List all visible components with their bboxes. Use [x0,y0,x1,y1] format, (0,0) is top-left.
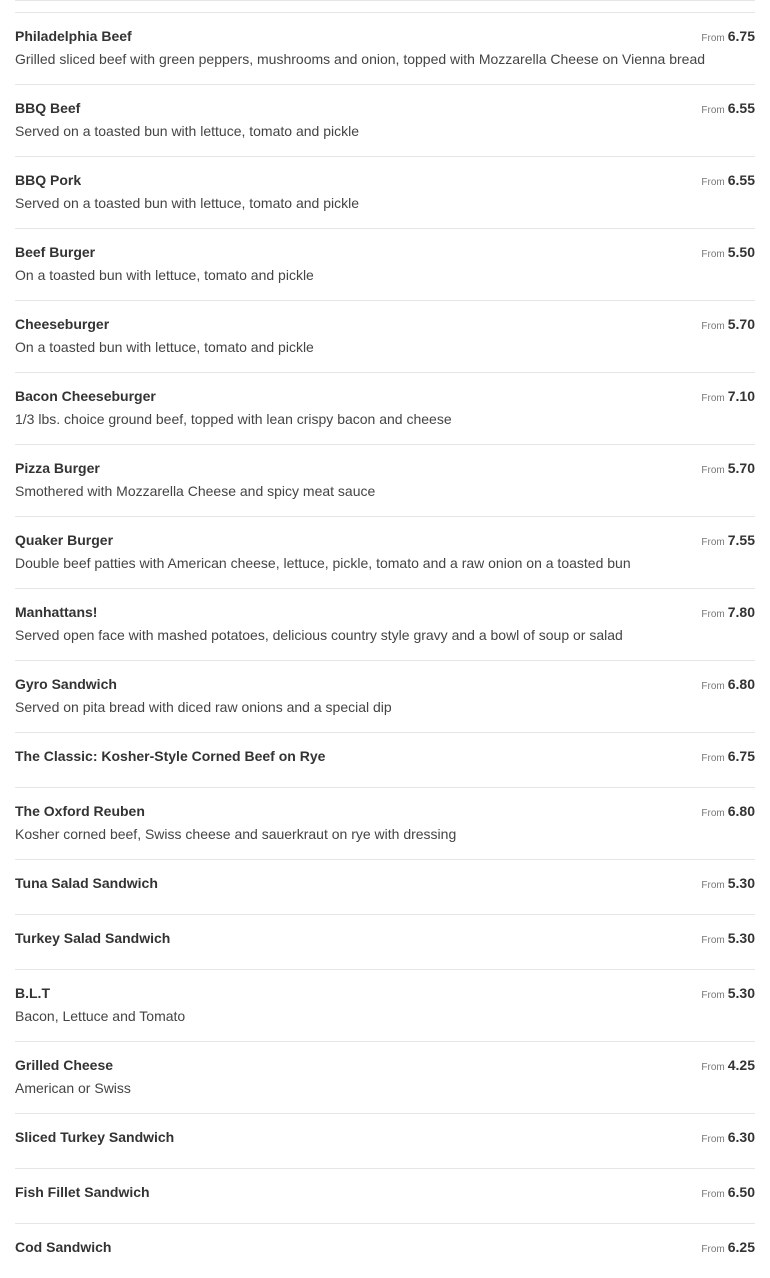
menu-item-price-group [701,675,755,696]
menu-item-price-group [701,1056,755,1077]
menu-item[interactable] [15,372,755,444]
menu-item-price-group [701,27,755,48]
menu-item-from-label: From [701,753,725,764]
menu-item-from-label: From [701,105,725,116]
menu-item-description: Kosher corned beef, Swiss cheese and sauerkraut on rye with dressing [15,826,457,842]
menu-item[interactable] [15,12,755,84]
menu-item-from-label: From [701,609,725,620]
menu-item-price-group [701,1128,755,1149]
menu-item-name: Grilled Cheese [15,1057,114,1073]
menu-item[interactable] [15,732,755,787]
menu-item-from-label: From [701,990,725,1001]
menu-item-description: Smothered with Mozzarella Cheese and spicy meat sauce [15,483,376,499]
menu-item-header [15,315,755,333]
menu-item-header [15,1238,755,1256]
menu-item-price-group [701,874,755,895]
menu-item-price: 4.25 [727,1057,755,1073]
menu-item[interactable] [15,156,755,228]
menu-item-price-group [701,984,755,1005]
menu-item-price-group [701,802,755,823]
menu-item[interactable] [15,588,755,660]
menu-item-from-label: From [701,1062,725,1073]
menu-item-header [15,802,755,820]
menu-item-header [15,675,755,693]
menu-item-description: Grilled sliced beef with green peppers, mushrooms and onion, topped with Mozzarella Cheese on Vienna bread [15,51,706,67]
menu-item-price: 7.55 [727,532,755,548]
menu-item-from-label: From [701,33,725,44]
menu-item-price-group [701,387,755,408]
menu-item-price: 7.80 [727,604,755,620]
menu-item-from-label: From [701,321,725,332]
menu-item-header [15,459,755,477]
menu-item-name: Bacon Cheeseburger [15,388,156,404]
menu-item-price: 7.10 [727,388,755,404]
menu-item-description: 1/3 lbs. choice ground beef, topped with lean crispy bacon and cheese [15,411,452,427]
menu-item[interactable] [15,969,755,1041]
menu-item-description: Served open face with mashed potatoes, delicious country style gravy and a bowl of soup or salad [15,627,623,643]
menu-item-header [15,984,755,1002]
menu-item[interactable] [15,1113,755,1168]
menu-item-description: Served on a toasted bun with lettuce, tomato and pickle [15,123,359,139]
menu-item-price: 6.30 [727,1129,755,1145]
menu-item-from-label: From [701,1134,725,1145]
divider [15,0,755,12]
menu-item[interactable] [15,1168,755,1223]
menu-item-price-group [701,603,755,624]
menu-item-header [15,929,755,947]
menu-item[interactable] [15,300,755,372]
menu-item-header [15,747,755,765]
menu-item-name: Cheeseburger [15,316,110,332]
menu-item-price: 5.30 [727,930,755,946]
menu-item-name: Beef Burger [15,244,96,260]
menu-item-from-label: From [701,465,725,476]
menu-item-from-label: From [701,177,725,188]
menu-item-price-group [701,315,755,336]
menu-item-name: Turkey Salad Sandwich [15,930,171,946]
menu-item-header [15,1128,755,1146]
menu-item-name: Cod Sandwich [15,1239,112,1255]
menu-item-header [15,99,755,117]
menu-item-from-label: From [701,808,725,819]
menu-item-name: The Oxford Reuben [15,803,145,819]
menu-item-price-group [701,99,755,120]
menu-item-price-group [701,459,755,480]
menu-item-price: 6.80 [727,676,755,692]
menu-item-from-label: From [701,393,725,404]
menu-item-price: 6.55 [727,100,755,116]
menu-item-price: 5.70 [727,460,755,476]
menu-item[interactable] [15,84,755,156]
menu-item-price: 6.80 [727,803,755,819]
menu-item-price-group [701,531,755,552]
menu-item-from-label: From [701,249,725,260]
menu-item-price: 6.50 [727,1184,755,1200]
menu-item-name: Philadelphia Beef [15,28,132,44]
menu-item-header [15,531,755,549]
menu-item-price-group [701,1183,755,1204]
menu-item-description: Bacon, Lettuce and Tomato [15,1008,186,1024]
menu-item-price: 6.75 [727,748,755,764]
menu-item[interactable] [15,228,755,300]
menu-item[interactable] [15,444,755,516]
menu-item-header [15,243,755,261]
menu-item-price-group [701,929,755,950]
menu-item-header [15,874,755,892]
menu-item-price: 6.75 [727,28,755,44]
menu-item-name: Sliced Turkey Sandwich [15,1129,175,1145]
menu-item-price: 6.25 [727,1239,755,1255]
menu-item-price: 5.50 [727,244,755,260]
menu-item-name: BBQ Beef [15,100,81,116]
menu-item-from-label: From [701,1189,725,1200]
menu-item-header [15,603,755,621]
menu-item-description: Served on pita bread with diced raw onions and a special dip [15,699,392,715]
menu-item-price: 6.55 [727,172,755,188]
menu-item-from-label: From [701,935,725,946]
menu-list [15,0,755,1278]
menu-item[interactable] [15,660,755,732]
menu-item-header [15,1056,755,1074]
menu-item-description: Served on a toasted bun with lettuce, tomato and pickle [15,195,359,211]
menu-item-header [15,1183,755,1201]
menu-item[interactable] [15,516,755,588]
menu-item-price: 5.30 [727,875,755,891]
menu-item[interactable] [15,914,755,969]
menu-item-name: Fish Fillet Sandwich [15,1184,150,1200]
menu-item-header [15,171,755,189]
menu-item-description: American or Swiss [15,1080,131,1096]
menu-item-price-group [701,1238,755,1259]
menu-item-name: BBQ Pork [15,172,82,188]
menu-item-name: Gyro Sandwich [15,676,117,692]
menu-item[interactable] [15,787,755,859]
menu-item-from-label: From [701,537,725,548]
menu-item-price-group [701,171,755,192]
menu-item-header [15,27,755,45]
menu-item-description: On a toasted bun with lettuce, tomato and pickle [15,339,314,355]
menu-item-from-label: From [701,1244,725,1255]
menu-item-name: Manhattans! [15,604,98,620]
menu-item-name: Pizza Burger [15,460,100,476]
menu-item-description: On a toasted bun with lettuce, tomato and pickle [15,267,314,283]
menu-item-price-group [701,747,755,768]
menu-item[interactable] [15,1223,755,1278]
menu-item[interactable] [15,1041,755,1113]
menu-item-name: Tuna Salad Sandwich [15,875,158,891]
menu-item-name: The Classic: Kosher-Style Corned Beef on Rye [15,748,326,764]
menu-item[interactable] [15,859,755,914]
menu-item-from-label: From [701,880,725,891]
menu-item-price: 5.30 [727,985,755,1001]
menu-item-name: B.L.T [15,985,50,1001]
menu-item-from-label: From [701,681,725,692]
menu-item-header [15,387,755,405]
menu-item-description: Double beef patties with American cheese, lettuce, pickle, tomato and a raw onion on a toasted bun [15,555,631,571]
menu-item-price-group [701,243,755,264]
menu-item-name: Quaker Burger [15,532,114,548]
menu-item-price: 5.70 [727,316,755,332]
